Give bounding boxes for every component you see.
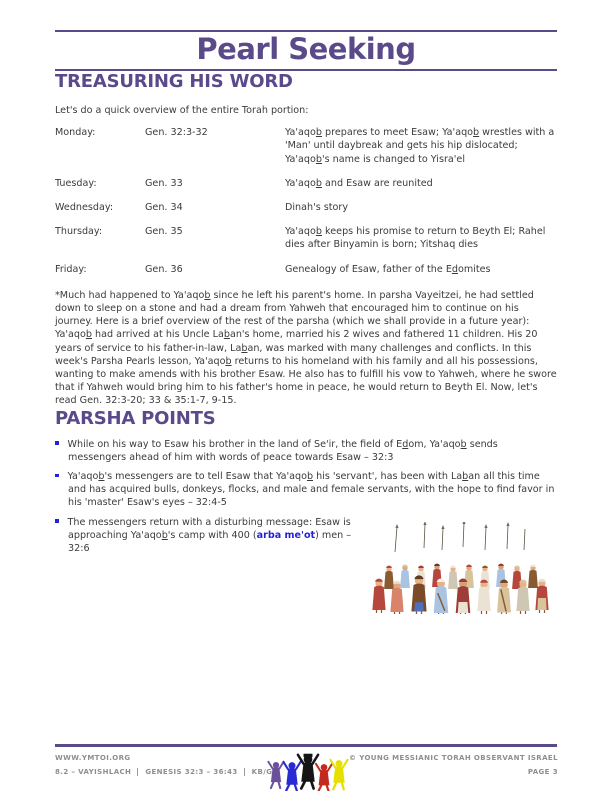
schedule-row: [55, 263, 557, 276]
schedule-reference: Gen. 32:3-32: [145, 127, 208, 139]
footer-copyright: © YOUNG MESSIANIC TORAH OBSERVANT ISRAEL: [349, 754, 558, 762]
page-footer: [55, 744, 557, 791]
footer-scripture-range: GENESIS 32:3 – 36:43: [137, 768, 237, 776]
schedule-reference: Gen. 33: [145, 177, 183, 189]
footer-right: [349, 754, 558, 782]
page-header: [55, 30, 557, 71]
schedule-day: Monday:: [55, 127, 96, 139]
schedule-day: Friday:: [55, 263, 87, 275]
crowd-illustration: [367, 522, 557, 614]
schedule-description: Ya'aqob keeps his promise to return to Beyth El; Rahel dies after Binyamin is born; Yitshaq dies: [285, 226, 546, 251]
intro-text: Let's do a quick overview of the entire Torah portion:: [55, 105, 309, 116]
bullet-square-icon: [55, 441, 59, 445]
schedule-description: Ya'aqob and Esaw are reunited: [285, 177, 433, 189]
schedule-day: Wednesday:: [55, 202, 114, 214]
footer-initials: KB/G: [244, 768, 273, 776]
schedule-day: Tuesday:: [55, 177, 97, 189]
schedule-row: [55, 177, 557, 190]
footer-lesson-code: 8.2 – VAYISHLACH: [55, 768, 132, 776]
footer-lesson-info: [55, 768, 273, 776]
footer-website: WWW.YMTOI.ORG: [55, 754, 131, 762]
section-treasuring-his-word: [55, 71, 557, 408]
overview-paragraph: *Much had happened to Ya'aqob since he left his parent's home. In parsha Vayeitzei, he had settled down to sleep on a stone and had a dream from Yahweh that encouraged him to continue on his journey. Here is a brief overview of the rest of the parsha (which we shall provide in a future year): Ya'aqob had arrived at his Uncle Laban's home, married his 2 wives and fathered 11 children. His 20 years of service to his father-in-law, Laban, was marked with many challenges and conflicts. In this week's Parsha Pearls lesson, Ya'aqob returns to his homeland with his family and all his possessions, wanting to make amends with his brother Esaw. He also has to fulfill his vow to Yahweh, where he swore that if Yahweh would bring him to his father's home in peace, he would return to Beyth El. Now, let's read Gen. 32:3-20; 33 & 35:1-7, 9-15.: [55, 289, 557, 407]
schedule-row: [55, 225, 557, 251]
schedule-reference: Gen. 36: [145, 263, 183, 275]
parsha-points-list: [55, 438, 557, 556]
schedule-row: [55, 126, 557, 166]
page-title: Pearl Seeking: [196, 32, 416, 66]
page-content: [0, 30, 612, 555]
parsha-points-heading: PARSHA POINTS: [55, 407, 216, 429]
torah-portion-schedule: [55, 126, 557, 276]
schedule-reference: Gen. 34: [145, 202, 183, 214]
schedule-reference: Gen. 35: [145, 226, 183, 238]
schedule-description: Dinah's story: [285, 202, 349, 214]
footer-left: [55, 754, 273, 782]
bullet-square-icon: [55, 519, 59, 523]
section-parsha-points: [55, 408, 557, 556]
schedule-row: [55, 201, 557, 214]
list-item: [55, 470, 557, 510]
schedule-day: Thursday:: [55, 226, 103, 238]
treasuring-heading: TREASURING HIS WORD: [55, 71, 293, 92]
list-item-text: The messengers return with a disturbing message: Esaw is approaching Ya'aqob's camp with 400 (arba me'ot) men – 32:6: [67, 516, 352, 555]
list-item-text: While on his way to Esaw his brother in the land of Se'ir, the field of Edom, Ya'aqob sends messengers ahead of him with words of peace towards Esaw – 32:3: [67, 438, 498, 463]
dancers-logo-icon: [265, 751, 349, 791]
schedule-description: Ya'aqob prepares to meet Esaw; Ya'aqob wrestles with a 'Man' until daybreak and gets his hip dislocated; Ya'aqob's name is changed to Yisra'el: [285, 127, 555, 165]
schedule-description: Genealogy of Esaw, father of the Edomites: [285, 263, 491, 275]
list-item: [55, 438, 557, 464]
list-item-text: Ya'aqob's messengers are to tell Esaw that Ya'aqob his 'servant', has been with Laban all this time and has acquired bulls, donkeys, flocks, and male and female servants, with the hope to find favor in his 'master' Esaw's eyes – 32:4-5: [67, 471, 555, 509]
footer-page-number: PAGE 3: [527, 768, 558, 776]
bullet-square-icon: [55, 474, 59, 478]
